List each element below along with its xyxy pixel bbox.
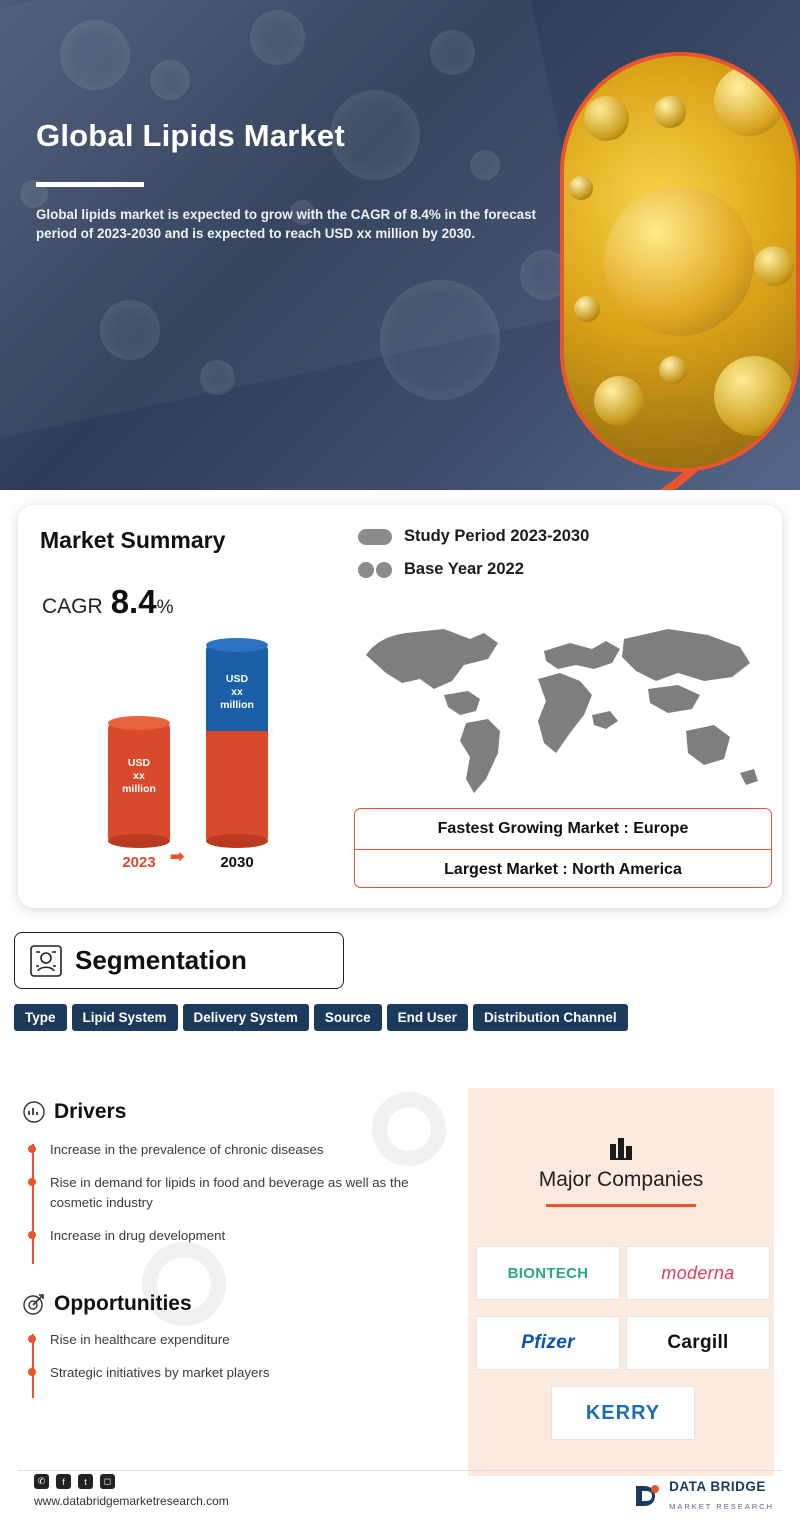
target-icon xyxy=(22,1292,46,1316)
major-companies-title: Major Companies xyxy=(538,1168,704,1191)
cagr-percent-sign: % xyxy=(156,597,174,618)
segmentation-icon xyxy=(29,944,63,978)
list-item xyxy=(32,1226,432,1245)
list-item-text: Rise in healthcare expenditure xyxy=(50,1332,230,1347)
title-divider xyxy=(36,182,144,187)
logo-text: BIONTECH xyxy=(507,1264,589,1282)
logo-text: Pfizer xyxy=(521,1332,575,1353)
whatsapp-icon[interactable]: ✆ xyxy=(34,1474,49,1489)
instagram-icon[interactable]: ◻ xyxy=(100,1474,115,1489)
fastest-growing-market-row: Fastest Growing Market : Europe xyxy=(437,820,689,837)
opportunities-title: Opportunities xyxy=(54,1292,192,1315)
hero-banner xyxy=(0,0,800,490)
twitter-icon[interactable]: t xyxy=(78,1474,93,1489)
legend-label: Study Period 2023-2030 xyxy=(404,527,590,545)
list-item xyxy=(32,1140,432,1159)
legend-label: Base Year 2022 xyxy=(404,560,524,578)
opportunities-list xyxy=(32,1330,269,1397)
brand-tagline: MARKET RESEARCH xyxy=(669,1502,774,1511)
list-item-text: Increase in drug development xyxy=(50,1227,226,1243)
tab-end-user[interactable]: End User xyxy=(387,1004,468,1031)
title-underline xyxy=(546,1204,696,1207)
logo-text: Cargill xyxy=(667,1332,729,1353)
bar-2023 xyxy=(108,723,170,841)
list-item xyxy=(32,1363,269,1382)
hero-oil-image xyxy=(560,52,800,472)
bar-2030-label: USD xx million xyxy=(220,673,254,712)
market-summary-card xyxy=(18,505,782,908)
segmentation-tabs xyxy=(14,1004,628,1031)
list-item-text: Rise in demand for lipids in food and beverage as well as the cosmetic industry xyxy=(50,1175,409,1210)
tab-delivery-system[interactable]: Delivery System xyxy=(183,1004,309,1031)
tab-distribution-channel[interactable]: Distribution Channel xyxy=(473,1004,628,1031)
logo-text: KERRY xyxy=(585,1401,661,1424)
hero-subtitle: Global lipids market is expected to grow with the CAGR of 8.4% in the forecast period of 2023-2030 and is expected to reach USD xx million by 2030. xyxy=(36,207,537,242)
bar-2023-label: USD xx million xyxy=(122,757,156,796)
legend-item-study-period xyxy=(358,527,589,546)
tab-type[interactable]: Type xyxy=(14,1004,67,1031)
logo-biontech xyxy=(476,1246,620,1300)
list-item xyxy=(32,1173,432,1212)
social-links xyxy=(34,1474,115,1489)
cagr-label: CAGR xyxy=(42,595,103,618)
opportunities-header xyxy=(22,1292,192,1316)
pill-icon xyxy=(358,529,392,545)
bar-cap xyxy=(108,716,170,730)
logo-cargill xyxy=(626,1316,770,1370)
market-size-bar-chart xyxy=(98,645,318,885)
bar-base xyxy=(108,834,170,848)
summary-legend xyxy=(358,527,589,593)
segmentation-title: Segmentation xyxy=(75,945,247,975)
bar-cap xyxy=(206,638,268,652)
list-item-text: Increase in the prevalence of chronic diseases xyxy=(50,1142,324,1157)
bar-base xyxy=(206,834,268,848)
cagr-value: 8.4 xyxy=(110,583,157,620)
logo-kerry xyxy=(551,1386,695,1440)
bullet-icon xyxy=(28,1145,36,1153)
major-companies-card xyxy=(468,1088,774,1476)
market-highlights-box xyxy=(354,808,772,888)
tab-source[interactable]: Source xyxy=(314,1004,382,1031)
brand-name: DATA BRIDGE xyxy=(669,1479,766,1494)
cagr-block xyxy=(42,583,173,621)
brand-logo xyxy=(633,1478,774,1514)
largest-market-row: Largest Market : North America xyxy=(355,849,771,888)
list-item-text: Strategic initiatives by market players xyxy=(50,1365,270,1381)
bar-2023-year: 2023 xyxy=(122,854,156,871)
drivers-header xyxy=(22,1100,126,1124)
drivers-chart-icon xyxy=(22,1100,46,1124)
drivers-title: Drivers xyxy=(54,1100,127,1123)
website-url[interactable]: www.databridgemarketresearch.com xyxy=(34,1494,229,1508)
facebook-icon[interactable]: f xyxy=(56,1474,71,1489)
logo-text: moderna xyxy=(661,1262,735,1283)
bar-2030 xyxy=(206,645,268,841)
bar-2030-year: 2030 xyxy=(220,854,254,871)
growth-arrow-icon: ➡ xyxy=(170,847,185,866)
logo-moderna xyxy=(626,1246,770,1300)
bullet-icon xyxy=(28,1231,36,1239)
bullet-icon xyxy=(28,1178,36,1186)
data-bridge-mark-icon xyxy=(633,1482,661,1510)
segmentation-header xyxy=(14,932,344,989)
page-title: Global Lipids Market xyxy=(36,118,345,153)
building-icon xyxy=(610,1136,632,1160)
logo-pfizer xyxy=(476,1316,620,1370)
market-summary-title: Market Summary xyxy=(40,527,226,553)
drivers-list xyxy=(32,1140,432,1259)
bullet-icon xyxy=(28,1368,36,1376)
list-item xyxy=(32,1330,269,1349)
footer-divider xyxy=(18,1470,782,1471)
world-map xyxy=(348,603,768,803)
tab-lipid-system[interactable]: Lipid System xyxy=(72,1004,178,1031)
bullet-icon xyxy=(28,1335,36,1343)
legend-item-base-year xyxy=(358,560,589,579)
two-dots-icon xyxy=(358,562,392,578)
